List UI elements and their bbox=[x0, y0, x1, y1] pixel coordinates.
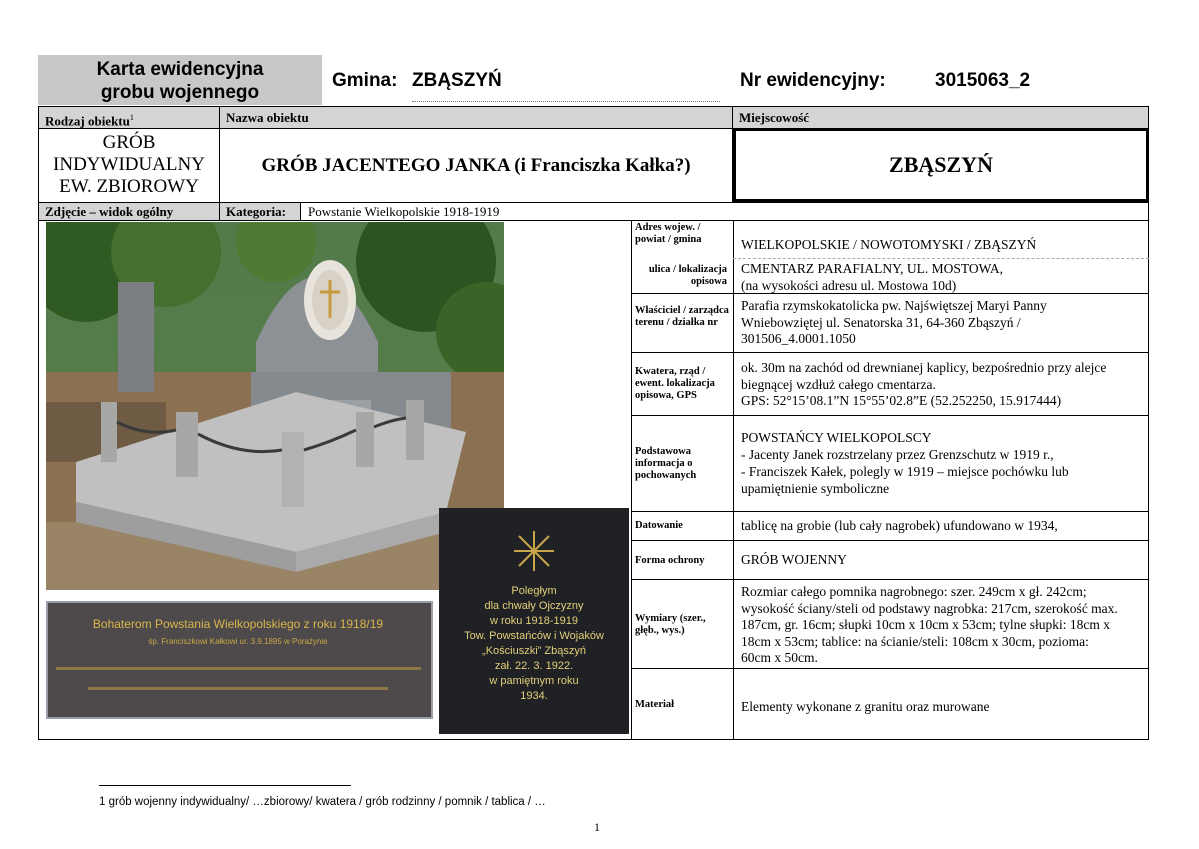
zdjecie-label: Zdjęcie – widok ogólny bbox=[45, 204, 174, 219]
divider bbox=[631, 220, 632, 740]
adres-value: WIELKOPOLSKIE / NOWOTOMYSKI / ZBĄSZYŃ bbox=[741, 237, 1037, 252]
wlasciciel-value bbox=[741, 298, 1139, 348]
wlasciciel-value-line3: 301506_4.0001.1050 bbox=[741, 331, 856, 346]
ulica-value-line2: (na wysokości adresu ul. Mostowa 10d) bbox=[741, 277, 957, 293]
ulica-value bbox=[741, 261, 1139, 294]
nazwa-label: Nazwa obiektu bbox=[226, 110, 309, 125]
plaque2-line: dla chwały Ojczyzny bbox=[484, 600, 584, 612]
plaque2-line: w pamiętnym roku bbox=[489, 675, 579, 687]
ulica-label: ulica / lokalizacja opisowa bbox=[648, 264, 727, 287]
wymiary-value-line3: 187cm, gr. 16cm; słupki 10cm x 10cm x 53cm; tylne słupki: 18cm x bbox=[741, 617, 1110, 632]
plaque1-engraving bbox=[56, 667, 421, 670]
cross-emblem-icon bbox=[504, 526, 564, 576]
footnote: 1 grób wojenny indywidualny/ …zbiorowy/ kwatera / grób rodzinny / pomnik / tablica / … bbox=[99, 796, 546, 808]
podstawowa-value-line2: - Jacenty Janek rozstrzelany przez Grenzschutz w 1919 r., bbox=[741, 447, 1054, 462]
divider bbox=[631, 668, 1149, 669]
miejscowosc-header bbox=[733, 107, 1148, 128]
wymiary-value-line5: 60cm x 50cm. bbox=[741, 650, 818, 665]
material-value: Elementy wykonane z granitu oraz murowane bbox=[741, 699, 990, 714]
kwatera-value-line3: GPS: 52°15’08.1”N 15°55’02.8”E (52.252250, 15.917444) bbox=[741, 393, 1062, 408]
card-title bbox=[38, 55, 322, 105]
divider bbox=[631, 540, 1149, 541]
rodzaj-value-line3: EW. ZBIOROWY bbox=[59, 176, 199, 197]
plaque-photo-2 bbox=[439, 508, 629, 734]
divider bbox=[631, 352, 1149, 353]
podstawowa-value bbox=[741, 429, 1139, 497]
forma-value: GRÓB WOJENNY bbox=[741, 552, 847, 567]
podstawowa-label: Podstawowa informacja o pochowanych bbox=[635, 446, 697, 481]
plaque2-line: Poległym bbox=[511, 585, 557, 597]
wlasciciel-value-line1: Parafia rzymskokatolicka pw. Najświętszej Maryi Panny bbox=[741, 298, 1047, 313]
kwatera-value bbox=[741, 360, 1139, 410]
divider bbox=[631, 415, 1149, 416]
dashed-divider bbox=[733, 258, 1149, 259]
wymiary-value bbox=[741, 584, 1139, 667]
divider bbox=[631, 579, 1149, 580]
rodzaj-header bbox=[39, 107, 219, 128]
plaque1-line2: śp. Franciszkowi Kałkowi ur. 3.9.1895 w Porażynie bbox=[148, 637, 328, 646]
miejscowosc-value: ZBĄSZYŃ bbox=[889, 152, 993, 177]
plaque2-line: 1934. bbox=[520, 690, 548, 702]
nr-label: Nr ewidencyjny: bbox=[740, 70, 886, 91]
divider bbox=[733, 220, 734, 740]
wymiary-label: Wymiary (szer., głęb., wys.) bbox=[635, 613, 706, 636]
adres-label: Adres wojew. / powiat / gmina bbox=[635, 222, 702, 245]
divider bbox=[38, 220, 1149, 221]
page-number: 1 bbox=[594, 820, 600, 834]
gmina-label: Gmina: bbox=[332, 70, 398, 91]
footnote-separator bbox=[99, 785, 351, 786]
kategoria-value: Powstanie Wielkopolskie 1918-1919 bbox=[308, 204, 500, 219]
divider bbox=[219, 202, 220, 220]
divider bbox=[631, 511, 1149, 512]
plaque2-line: w roku 1918-1919 bbox=[489, 615, 579, 627]
plaque1-engraving bbox=[88, 687, 388, 690]
rodzaj-value-line2: INDYWIDUALNY bbox=[53, 154, 205, 175]
gmina-dotted-line bbox=[412, 101, 720, 102]
rodzaj-value-line1: GRÓB bbox=[102, 132, 156, 153]
divider bbox=[300, 202, 301, 220]
plaque2-text bbox=[439, 584, 629, 704]
grave-photo bbox=[46, 222, 504, 590]
nazwa-value: GRÓB JACENTEGO JANKA (i Franciszka Kałka?) bbox=[261, 155, 691, 176]
wymiary-value-line2: wysokość ściany/steli od podstawy nagrobka: 217cm, szerokość max. bbox=[741, 600, 1118, 616]
wymiary-value-line4: 18cm x 53cm; tablice: na ścianie/steli: 108cm x 30cm, pozioma: bbox=[741, 633, 1089, 649]
nazwa-header bbox=[220, 107, 732, 128]
podstawowa-value-line1: POWSTAŃCY WIELKOPOLSCY bbox=[741, 430, 932, 445]
kategoria-header bbox=[220, 203, 300, 220]
forma-label: Forma ochrony bbox=[635, 555, 705, 566]
gmina-value: ZBĄSZYŃ bbox=[412, 70, 502, 91]
rodzaj-footnote-mark: 1 bbox=[129, 113, 134, 122]
miejscowosc-label: Miejscowość bbox=[739, 110, 810, 125]
wymiary-value-line1: Rozmiar całego pomnika nagrobnego: szer. 249cm x gł. 242cm; bbox=[741, 584, 1087, 599]
wlasciciel-value-line2: Wniebowziętej ul. Senatorska 31, 64-360 Zbąszyń / bbox=[741, 314, 1021, 330]
rodzaj-value bbox=[39, 132, 219, 198]
plaque1-line1: Bohaterom Powstania Wielkopolskiego z roku 1918/19 bbox=[92, 617, 384, 631]
plaque2-line: Tow. Powstańców i Wojaków bbox=[464, 630, 604, 642]
datowanie-value: tablicę na grobie (lub cały nagrobek) ufundowano w 1934, bbox=[741, 518, 1058, 533]
kategoria-label: Kategoria: bbox=[226, 204, 286, 219]
plaque2-line: „Kościuszki” Zbąszyń bbox=[482, 645, 586, 657]
card-title-line2: grobu wojennego bbox=[100, 82, 260, 103]
material-label: Materiał bbox=[635, 699, 675, 710]
plaque2-line: zał. 22. 3. 1922. bbox=[494, 660, 574, 672]
plaque-photo-1 bbox=[46, 601, 433, 719]
podstawowa-value-line4: upamiętnienie symboliczne bbox=[741, 481, 890, 496]
rodzaj-label: Rodzaj obiektu bbox=[45, 113, 130, 129]
kwatera-label: Kwatera, rząd / ewent. lokalizacja opisowa, GPS bbox=[635, 366, 715, 401]
zdjecie-header bbox=[39, 203, 219, 220]
datowanie-label: Datowanie bbox=[635, 520, 683, 531]
podstawowa-value-line3: - Franciszek Kałek, polegly w 1919 – miejsce pochówku lub bbox=[741, 464, 1069, 479]
kwatera-value-line1: ok. 30m na zachód od drewnianej kaplicy, bezpośrednio przy alejce bbox=[741, 360, 1107, 375]
nr-value: 3015063_2 bbox=[935, 70, 1031, 91]
ulica-value-line1: CMENTARZ PARAFIALNY, UL. MOSTOWA, bbox=[741, 261, 1003, 276]
card-title-line1: Karta ewidencyjna bbox=[96, 59, 264, 80]
wlasciciel-label: Właściciel / zarządca terenu / działka nr bbox=[635, 305, 729, 328]
kwatera-value-line2: biegnącej wzdłuż całego cmentarza. bbox=[741, 376, 936, 392]
